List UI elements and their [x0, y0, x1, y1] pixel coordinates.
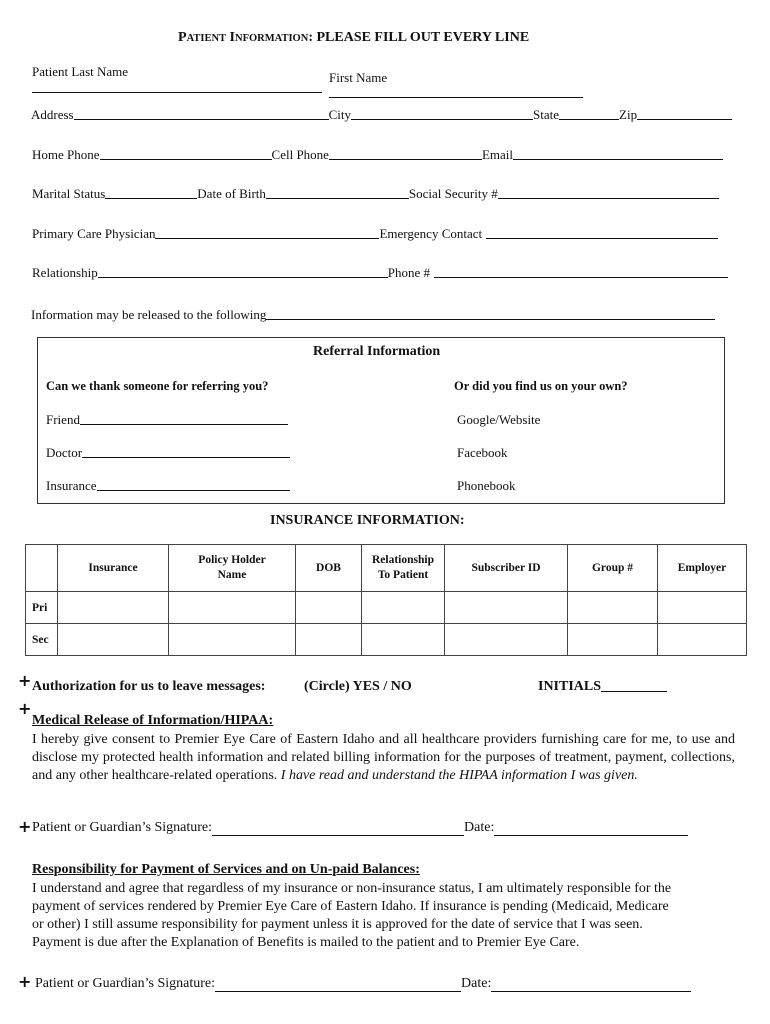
hipaa-body: I hereby give consent to Premier Eye Care of Eastern Idaho and all healthcare providers furnishing care for me, to use and disclose my protected health information and related billing information for the purposes of treatment, payment, collections, and any other healthcare-related operations. I have read and understand the HIPAA information I was given. [32, 732, 735, 783]
relationship-field[interactable] [98, 276, 388, 278]
referral-left-question: Can we thank someone for referring you? [46, 379, 269, 393]
insurance-cell[interactable] [445, 624, 568, 656]
zip-field[interactable] [637, 118, 732, 120]
insurance-header-dob: DOB [296, 545, 362, 592]
payment-body: I understand and agree that regardless of my insurance or non-insurance status, I am ultimately responsible for the payment of services rendered by Premier Eye Care of Eastern Idaho. If insurance is pending (Medicaid, Medicare or other) I still assume responsibility for payment unless it is approved for the date of service that I was seen. Payment is due after the Explanation of Benefits is mailed to the patient and to Premier Eye Care. [32, 881, 672, 950]
referral-insurance-field[interactable] [97, 489, 290, 491]
phone-label: Phone # [387, 265, 430, 280]
cell-phone-label: Cell Phone [271, 147, 329, 162]
marital-status-field[interactable] [105, 197, 197, 199]
zip-label: Zip [619, 107, 638, 122]
referral-facebook-option[interactable]: Facebook [457, 445, 508, 460]
first-name-label: First Name [329, 70, 388, 85]
initials-field[interactable] [601, 691, 667, 693]
release-label: Information may be released to the following [31, 307, 267, 322]
insurance-cell[interactable] [362, 592, 445, 624]
page-title: PATIENT INFORMATION: PLEASE FILL OUT EVERY LINE [178, 30, 530, 45]
signature-row-1 [32, 820, 688, 836]
referral-phonebook-option[interactable]: Phonebook [457, 478, 516, 493]
marital-status-label: Marital Status [32, 186, 106, 201]
insurance-row-label: Pri [26, 592, 58, 624]
insurance-cell[interactable] [568, 592, 658, 624]
email-label: Email [481, 147, 513, 162]
dob-field[interactable] [266, 197, 409, 199]
city-label: City [328, 107, 352, 122]
insurance-header-policy-holder: Policy Holder Name [169, 545, 296, 592]
insurance-cell[interactable] [296, 592, 362, 624]
state-field[interactable] [559, 118, 619, 120]
city-field[interactable] [351, 118, 533, 120]
insurance-header-employer: Employer [658, 545, 747, 592]
emergency-contact-field[interactable] [486, 237, 718, 239]
date-label: Date: [464, 820, 495, 835]
date-field[interactable] [494, 821, 688, 836]
initials-row [538, 679, 667, 695]
referral-insurance-label: Insurance [46, 478, 97, 493]
ssn-field[interactable] [498, 197, 719, 199]
signature-field[interactable] [215, 977, 461, 992]
release-field[interactable] [266, 318, 715, 320]
insurance-row-secondary [26, 624, 747, 656]
insurance-header-insurance: Insurance [58, 545, 169, 592]
address-label: Address [31, 107, 74, 122]
referral-friend-label: Friend [46, 412, 80, 427]
referral-insurance-row [46, 478, 290, 494]
last-name-label: Patient Last Name [32, 64, 129, 79]
insurance-cell[interactable] [445, 592, 568, 624]
relationship-label: Relationship [32, 265, 98, 280]
referral-friend-field[interactable] [80, 423, 288, 425]
address-row [31, 107, 741, 123]
insurance-header-relationship: Relationship To Patient [362, 545, 445, 592]
insurance-row-primary [26, 592, 747, 624]
email-field[interactable] [513, 158, 723, 160]
release-row [31, 307, 736, 323]
insurance-header-subscriber-id: Subscriber ID [445, 545, 568, 592]
referral-google-option[interactable]: Google/Website [457, 412, 541, 427]
referral-title: Referral Information [313, 344, 441, 359]
signature-row-2 [35, 976, 691, 992]
date-label: Date: [461, 976, 492, 991]
cell-phone-field[interactable] [329, 158, 482, 160]
insurance-cell[interactable] [58, 592, 169, 624]
initials-label: INITIALS [538, 679, 602, 694]
hipaa-acknowledgement: I have read and understand the HIPAA information I was given. [280, 768, 638, 783]
phone-row [32, 147, 737, 163]
address-field[interactable] [74, 118, 329, 120]
plus-icon: + [18, 699, 32, 718]
insurance-header-group: Group # [568, 545, 658, 592]
referral-doctor-field[interactable] [82, 456, 290, 458]
first-name-field[interactable] [329, 97, 583, 98]
insurance-row-label: Sec [26, 624, 58, 656]
insurance-cell[interactable] [568, 624, 658, 656]
referral-right-question: Or did you find us on your own? [454, 379, 628, 393]
pcp-row [32, 226, 737, 242]
insurance-cell[interactable] [169, 592, 296, 624]
emergency-contact-label: Emergency Contact [379, 226, 483, 241]
last-name-field[interactable] [32, 92, 322, 93]
phone-field[interactable] [434, 276, 728, 278]
payment-heading: Responsibility for Payment of Services and on Un-paid Balances: [32, 862, 420, 877]
ssn-label: Social Security # [408, 186, 498, 201]
authorization-label: Authorization for us to leave messages: [32, 679, 266, 694]
referral-doctor-label: Doctor [46, 445, 83, 460]
referral-doctor-row [46, 445, 290, 461]
insurance-header-row [26, 545, 747, 592]
pcp-field[interactable] [155, 237, 379, 239]
insurance-cell[interactable] [169, 624, 296, 656]
insurance-cell[interactable] [58, 624, 169, 656]
pcp-label: Primary Care Physician [32, 226, 156, 241]
insurance-cell[interactable] [296, 624, 362, 656]
marital-row [32, 186, 737, 202]
referral-friend-row [46, 412, 288, 428]
insurance-cell[interactable] [658, 592, 747, 624]
home-phone-label: Home Phone [32, 147, 100, 162]
insurance-header-blank [26, 545, 58, 592]
home-phone-field[interactable] [100, 158, 272, 160]
dob-label: Date of Birth [197, 186, 266, 201]
signature-label: Patient or Guardian’s Signature: [35, 976, 216, 991]
signature-label: Patient or Guardian’s Signature: [32, 820, 213, 835]
insurance-title: INSURANCE INFORMATION: [270, 513, 465, 528]
plus-icon: + [18, 972, 32, 991]
insurance-cell[interactable] [658, 624, 747, 656]
relationship-row [32, 265, 737, 281]
date-field[interactable] [491, 977, 691, 992]
hipaa-heading: Medical Release of Information/HIPAA: [32, 713, 274, 728]
authorization-choice[interactable]: (Circle) YES / NO [304, 679, 412, 694]
state-label: State [533, 107, 560, 122]
insurance-cell[interactable] [362, 624, 445, 656]
plus-icon: + [18, 817, 32, 836]
plus-icon: + [18, 671, 32, 690]
signature-field[interactable] [212, 821, 464, 836]
insurance-table [25, 544, 747, 656]
